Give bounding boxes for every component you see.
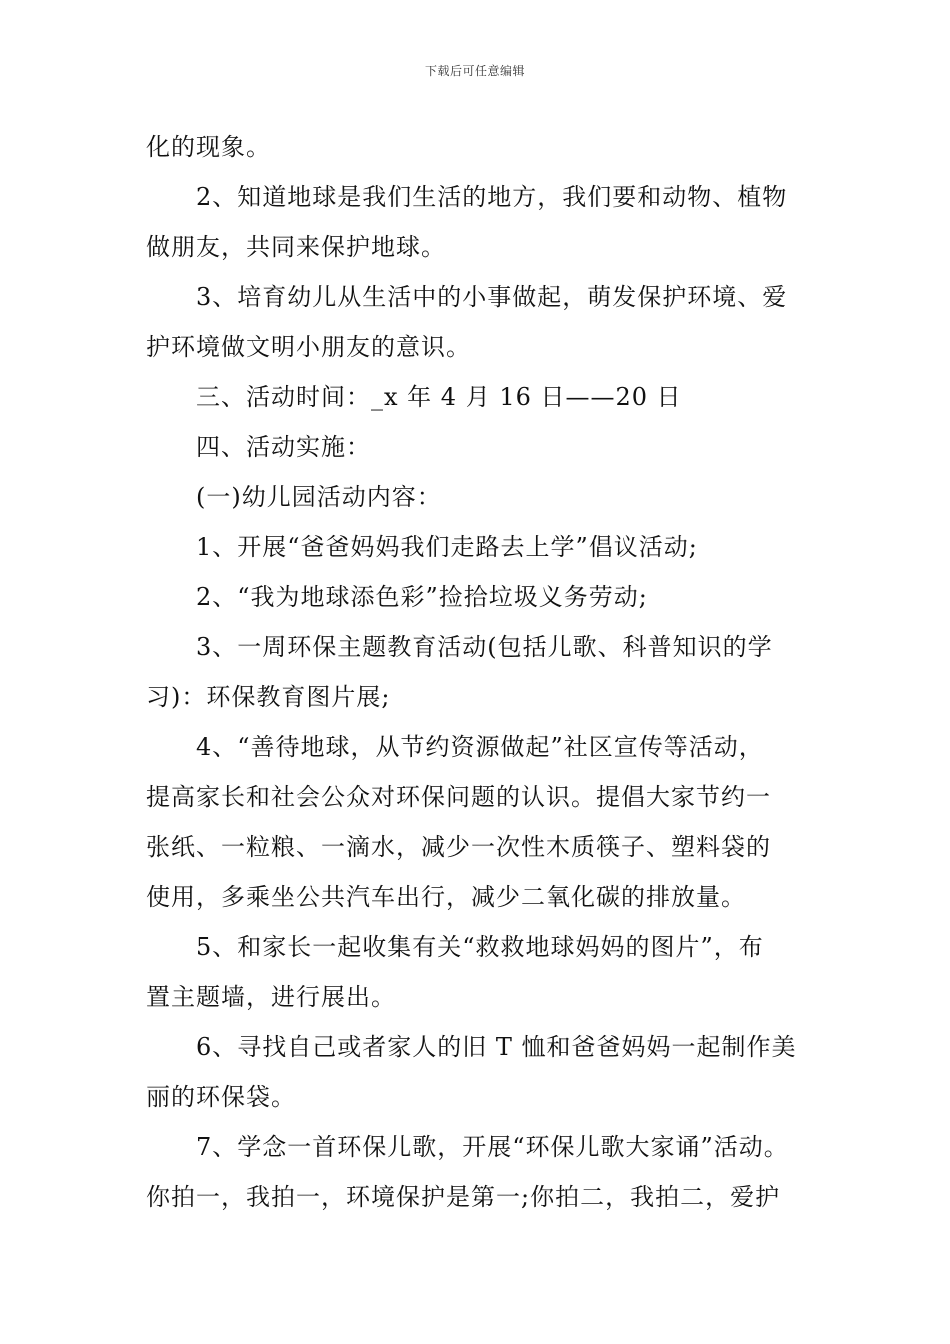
text-line: 提高家长和社会公众对环保问题的认识。提倡大家节约一	[146, 783, 771, 811]
list-item: 1、开展“爸爸妈妈我们走路去上学”倡议活动;	[196, 533, 698, 561]
text-line: 你拍一，我拍一，环境保护是第一;你拍二，我拍二，爱护	[146, 1183, 781, 1211]
list-item: 2、“我为地球添色彩”捡拾垃圾义务劳动;	[196, 583, 648, 611]
document-body	[146, 122, 836, 1222]
list-item: 4、“善待地球，从节约资源做起”社区宣传等活动，	[196, 733, 764, 761]
text-line: 置主题墙，进行展出。	[146, 983, 396, 1011]
subsection-heading: (一)幼儿园活动内容：	[196, 483, 442, 511]
list-item: 5、和家长一起收集有关“救救地球妈妈的图片”，布	[196, 933, 764, 961]
section-heading: 三、活动时间：_x 年 4 月 16 日——20 日	[196, 383, 682, 411]
text-line: 3、培育幼儿从生活中的小事做起，萌发保护环境、爱	[196, 283, 788, 311]
text-line: 使用，多乘坐公共汽车出行，减少二氧化碳的排放量。	[146, 883, 746, 911]
list-item: 7、学念一首环保儿歌，开展“环保儿歌大家诵”活动。	[196, 1133, 789, 1161]
list-item: 6、寻找自己或者家人的旧 T 恤和爸爸妈妈一起制作美	[196, 1033, 797, 1061]
header-note: 下载后可任意编辑	[424, 64, 525, 78]
text-line: 2、知道地球是我们生活的地方，我们要和动物、植物	[196, 183, 788, 211]
text-line: 做朋友，共同来保护地球。	[146, 233, 446, 261]
text-line: 化的现象。	[146, 133, 271, 161]
list-item: 3、一周环保主题教育活动(包括儿歌、科普知识的学	[196, 633, 773, 661]
text-line: 张纸、一粒粮、一滴水，减少一次性木质筷子、塑料袋的	[146, 833, 771, 861]
text-line: 护环境做文明小朋友的意识。	[146, 333, 471, 361]
text-line: 习)：环保教育图片展;	[146, 683, 391, 711]
section-heading: 四、活动实施：	[196, 433, 371, 461]
text-line: 丽的环保袋。	[146, 1083, 296, 1111]
